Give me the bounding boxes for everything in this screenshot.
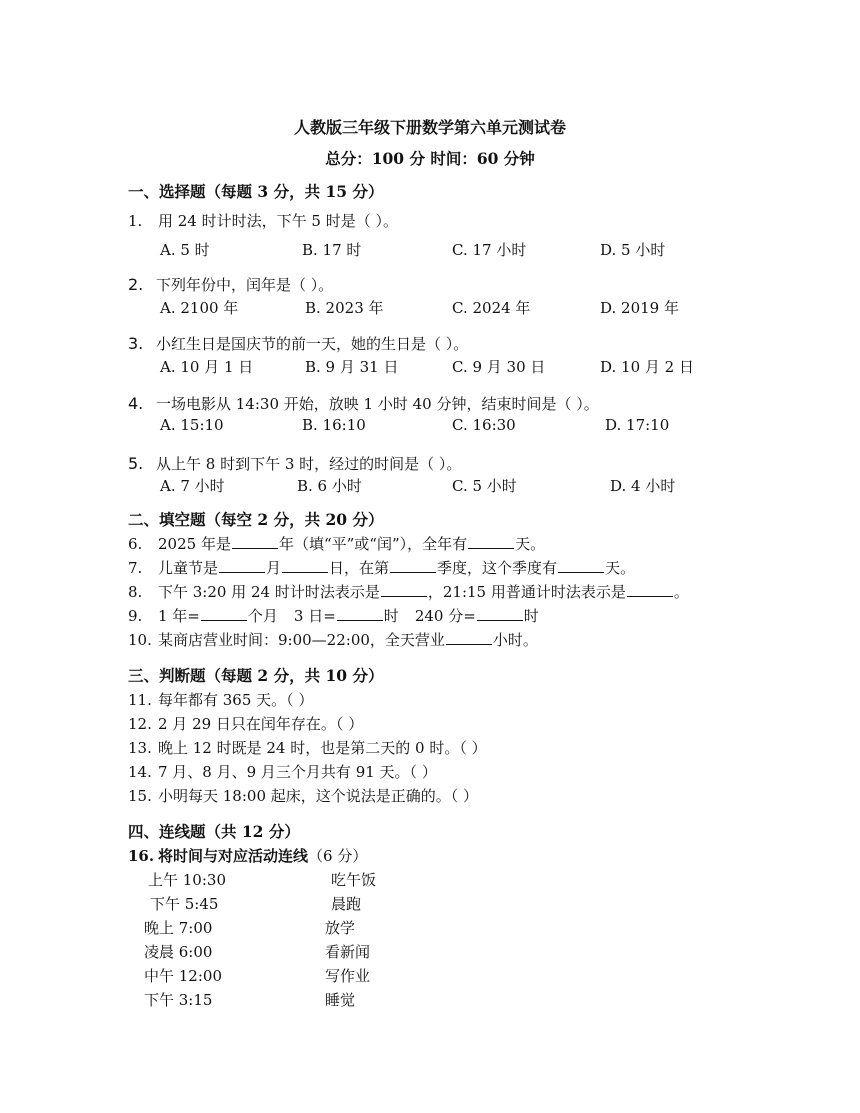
option-b: B. 9 月 31 日 — [305, 358, 399, 376]
question-5 — [128, 453, 461, 474]
answer-blank[interactable] — [477, 608, 523, 621]
option-d: D. 10 月 2 日 — [600, 358, 694, 376]
option-b: B. 16:10 — [302, 416, 366, 434]
question-text: 2 月 29 日只在闰年存在。（ ） — [158, 715, 364, 733]
page-title: 人教版三年级下册数学第六单元测试卷 — [293, 118, 566, 137]
text-part: 1 年= — [158, 607, 200, 625]
question-number: 8. — [128, 583, 143, 601]
text-part: ，21:15 用普通计时法表示是 — [427, 583, 626, 601]
text-part: 2025 年是 — [158, 535, 231, 553]
option-a: A. 2100 年 — [160, 299, 239, 317]
question-2 — [128, 274, 333, 295]
text-part: 小时。 — [492, 631, 538, 649]
question-number: 11. — [128, 691, 152, 709]
option-b: B. 2023 年 — [305, 299, 384, 317]
question-6 — [128, 533, 545, 554]
question-title: 将时间与对应活动连线 — [158, 847, 309, 865]
question-number: 12. — [128, 715, 152, 733]
activity-item[interactable]: 晨跑 — [331, 895, 362, 913]
time-item[interactable]: 下午 5:45 — [150, 895, 219, 913]
text-part: 季度，这个季度有 — [437, 559, 558, 577]
option-b: B. 17 时 — [302, 241, 362, 259]
question-number: 10. — [128, 631, 152, 649]
answer-blank[interactable] — [468, 536, 514, 549]
activity-item[interactable]: 放学 — [325, 919, 356, 937]
text-part: 天。 — [605, 559, 636, 577]
option-d: D. 17:10 — [605, 416, 670, 434]
section1-heading: 一、选择题（每题 3 分，共 15 分） — [128, 182, 384, 201]
option-d: D. 5 小时 — [600, 241, 666, 259]
answer-blank[interactable] — [558, 560, 604, 573]
judgement-item — [128, 785, 478, 806]
question-text: 7 月、8 月、9 月三个月共有 91 天。（ ） — [158, 763, 437, 781]
question-number: 15. — [128, 787, 152, 805]
question-text: 晚上 12 时既是 24 时，也是第二天的 0 时。（ ） — [158, 739, 487, 757]
option-b: B. 6 小时 — [297, 477, 362, 495]
option-c: C. 5 小时 — [452, 477, 517, 495]
judgement-item — [128, 713, 363, 734]
answer-blank[interactable] — [390, 560, 436, 573]
question-score: （6 分） — [308, 847, 368, 865]
question-text: 每年都有 365 天。（ ） — [158, 691, 314, 709]
option-a: A. 5 时 — [160, 241, 210, 259]
answer-blank[interactable] — [627, 584, 673, 597]
activity-item[interactable]: 睡觉 — [325, 991, 356, 1009]
time-item[interactable]: 上午 10:30 — [148, 871, 226, 889]
activity-item[interactable]: 写作业 — [325, 967, 371, 985]
text-part: 月 — [266, 559, 282, 577]
time-item[interactable]: 凌晨 6:00 — [144, 943, 213, 961]
question-text: 用 24 时计时法，下午 5 时是（ ）。 — [158, 212, 398, 230]
text-part: 时 — [383, 607, 399, 625]
question-number: 2. — [128, 275, 144, 294]
question-text: 小红生日是国庆节的前一天，她的生日是（ ）。 — [156, 335, 469, 353]
text-part: 。 — [673, 583, 689, 601]
question-4 — [128, 393, 599, 414]
question-number: 14. — [128, 763, 152, 781]
judgement-item — [128, 761, 437, 782]
option-d: D. 2019 年 — [600, 299, 679, 317]
text-part: 儿童节是 — [158, 559, 219, 577]
question-9 — [128, 605, 539, 626]
text-part: 个月 — [247, 607, 278, 625]
text-part: 240 分= — [414, 607, 476, 625]
judgement-item — [128, 689, 313, 710]
option-a: A. 7 小时 — [160, 477, 225, 495]
option-a: A. 10 月 1 日 — [160, 358, 254, 376]
text-part: 下午 3:20 用 24 时计时法表示是 — [158, 583, 380, 601]
text-part: 天。 — [515, 535, 546, 553]
page-subtitle: 总分：100 分 时间：60 分钟 — [325, 149, 535, 168]
answer-blank[interactable] — [446, 632, 492, 645]
text-part: 日，在第 — [329, 559, 390, 577]
answer-blank[interactable] — [381, 584, 427, 597]
answer-blank[interactable] — [337, 608, 383, 621]
question-16 — [128, 845, 367, 866]
time-item[interactable]: 中午 12:00 — [144, 967, 222, 985]
section4-heading: 四、连线题（共 12 分） — [128, 822, 300, 841]
question-10 — [128, 629, 538, 650]
activity-item[interactable]: 吃午饭 — [331, 871, 377, 889]
question-number: 1. — [128, 212, 143, 230]
question-text: 一场电影从 14:30 开始，放映 1 小时 40 分钟，结束时间是（ ）。 — [156, 395, 599, 413]
section2-heading: 二、填空题（每空 2 分，共 20 分） — [128, 510, 384, 529]
text-part: 3 日= — [293, 607, 336, 625]
question-number: 13. — [128, 739, 152, 757]
question-number: 16. — [128, 847, 155, 865]
activity-item[interactable]: 看新闻 — [325, 943, 371, 961]
question-number: 7. — [128, 559, 143, 577]
question-text: 从上午 8 时到下午 3 时，经过的时间是（ ）。 — [156, 455, 462, 473]
answer-blank[interactable] — [282, 560, 328, 573]
answer-blank[interactable] — [219, 560, 265, 573]
answer-blank[interactable] — [232, 536, 278, 549]
answer-blank[interactable] — [201, 608, 247, 621]
time-item[interactable]: 晚上 7:00 — [144, 919, 213, 937]
time-item[interactable]: 下午 3:15 — [144, 991, 213, 1009]
text-part: 某商店营业时间：9:00—22:00，全天营业 — [158, 631, 445, 649]
question-text: 小明每天 18:00 起床，这个说法是正确的。（ ） — [158, 787, 479, 805]
question-text: 下列年份中，闰年是（ ）。 — [156, 276, 334, 294]
option-c: C. 16:30 — [452, 416, 516, 434]
question-1 — [128, 210, 398, 231]
option-c: C. 9 月 30 日 — [452, 358, 546, 376]
question-number: 3. — [128, 334, 144, 353]
section3-heading: 三、判断题（每题 2 分，共 10 分） — [128, 666, 384, 685]
question-number: 9. — [128, 607, 143, 625]
question-number: 5. — [128, 454, 144, 473]
text-part: 时 — [523, 607, 539, 625]
option-c: C. 17 小时 — [452, 241, 527, 259]
question-number: 4. — [128, 394, 144, 413]
question-number: 6. — [128, 535, 143, 553]
question-3 — [128, 333, 468, 354]
question-7 — [128, 557, 635, 578]
option-c: C. 2024 年 — [452, 299, 531, 317]
option-d: D. 4 小时 — [610, 477, 676, 495]
question-8 — [128, 581, 689, 602]
text-part: 年（填“平”或“闰”），全年有 — [278, 535, 468, 553]
option-a: A. 15:10 — [160, 416, 224, 434]
judgement-item — [128, 737, 487, 758]
